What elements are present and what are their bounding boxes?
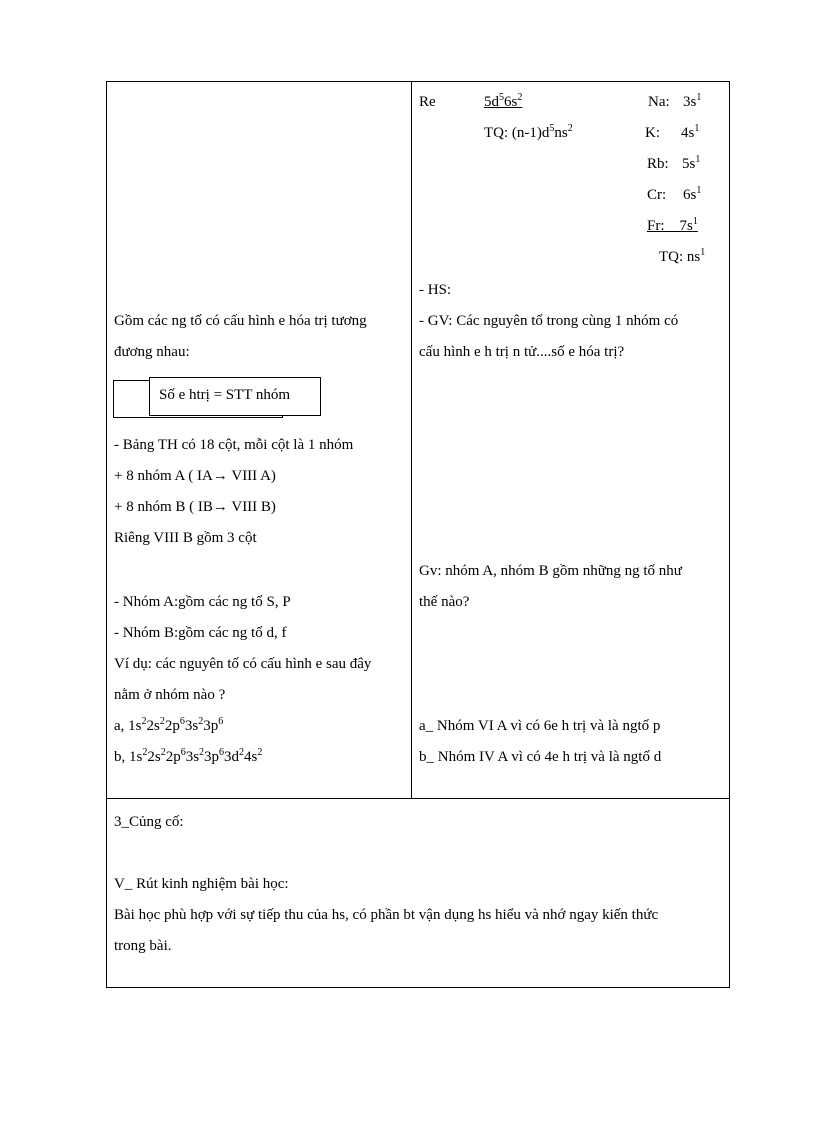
config-a: a, $1s^22s^22p^63s^23p^6$ (114, 716, 224, 734)
alkali-k-config: $4s^1$ (681, 123, 700, 141)
example-line-2: nằm ở nhóm nào ? (114, 687, 226, 703)
alkali-rb-label: Rb: (647, 156, 669, 172)
answer-a: a_ Nhóm VI A vì có 6e h trị và là ngtố p (419, 718, 661, 734)
left-description-line-2: đương nhau: (114, 344, 190, 360)
alkali-cr-config: $6s^1$ (683, 185, 702, 203)
re-label: Re (419, 94, 436, 110)
formula-box (149, 377, 321, 416)
hs-label: - HS: (419, 282, 452, 298)
gv-groups-line-1: Gv: nhóm A, nhóm B gồm những ng tố như (419, 563, 682, 579)
gv-question-line-1: - GV: Các nguyên tố trong cùng 1 nhóm có (419, 313, 679, 329)
tq-ns-formula: TQ: $ns^1$ (659, 247, 706, 265)
table-info-line: - Bảng TH có 18 cột, mỗi cột là 1 nhóm (114, 437, 354, 453)
alkali-rb-config: $5s^1$ (682, 154, 701, 172)
group-a-range: + 8 nhóm A ( IA→ VIII A) (114, 468, 276, 484)
table-border-left (106, 81, 107, 988)
group-b-range: + 8 nhóm B ( IB→ VIII B) (114, 499, 276, 515)
alkali-cr-label: Cr: (647, 187, 667, 203)
table-border-top (106, 81, 730, 82)
table-border-right (729, 81, 730, 988)
alkali-k-label: K: (645, 125, 660, 141)
config-b-prefix: b, (114, 749, 129, 765)
tq-group-formula: TQ: $(n-1)d^5ns^2$ (484, 123, 573, 141)
answer-b: b_ Nhóm IV A vì có 4e h trị và là ngtố d (419, 749, 662, 765)
experience-text-line-1: Bài học phù hợp với sự tiếp thu của hs, có phần bt vận dụng hs hiểu và nhớ ngay kiến thức (114, 907, 659, 923)
column-divider (411, 81, 412, 799)
group-viiib-note: Riêng VIII B gồm 3 cột (114, 530, 257, 546)
consolidation-heading: 3_Củng cố: (114, 814, 184, 830)
alkali-fr-config: 7s (679, 218, 693, 234)
gv-groups-line-2: thế nào? (419, 594, 470, 610)
config-b: b, $1s^22s^22p^63s^23p^63d^24s^2$ (114, 747, 263, 765)
alkali-na-label: Na: (648, 94, 670, 110)
formula-text: Số e htrị = STT nhóm (159, 387, 291, 403)
alkali-fr-label: Fr: (647, 218, 665, 234)
config-a-prefix: a, (114, 718, 129, 734)
alkali-na-config: $3s^1$ (683, 92, 702, 110)
row-divider (106, 798, 730, 799)
example-line-1: Ví dụ: các nguyên tố có cấu hình e sau đây (114, 656, 372, 672)
left-description-line-1: Gồm các ng tố có cấu hình e hóa trị tương (114, 313, 367, 329)
group-a-elements: - Nhóm A:gồm các ng tố S, P (114, 594, 291, 610)
group-b-elements: - Nhóm B:gồm các ng tố d, f (114, 625, 287, 641)
table-border-bottom (106, 987, 730, 988)
experience-heading: V_ Rút kinh nghiệm bài học: (114, 876, 289, 892)
alkali-fr-row: Fr: $7s^1$ (647, 216, 698, 234)
experience-text-line-2: trong bài. (114, 938, 172, 954)
gv-question-line-2: cấu hình e h trị n tử....số e hóa trị? (419, 344, 625, 360)
re-config: $5d^56s^2$ (484, 92, 523, 110)
